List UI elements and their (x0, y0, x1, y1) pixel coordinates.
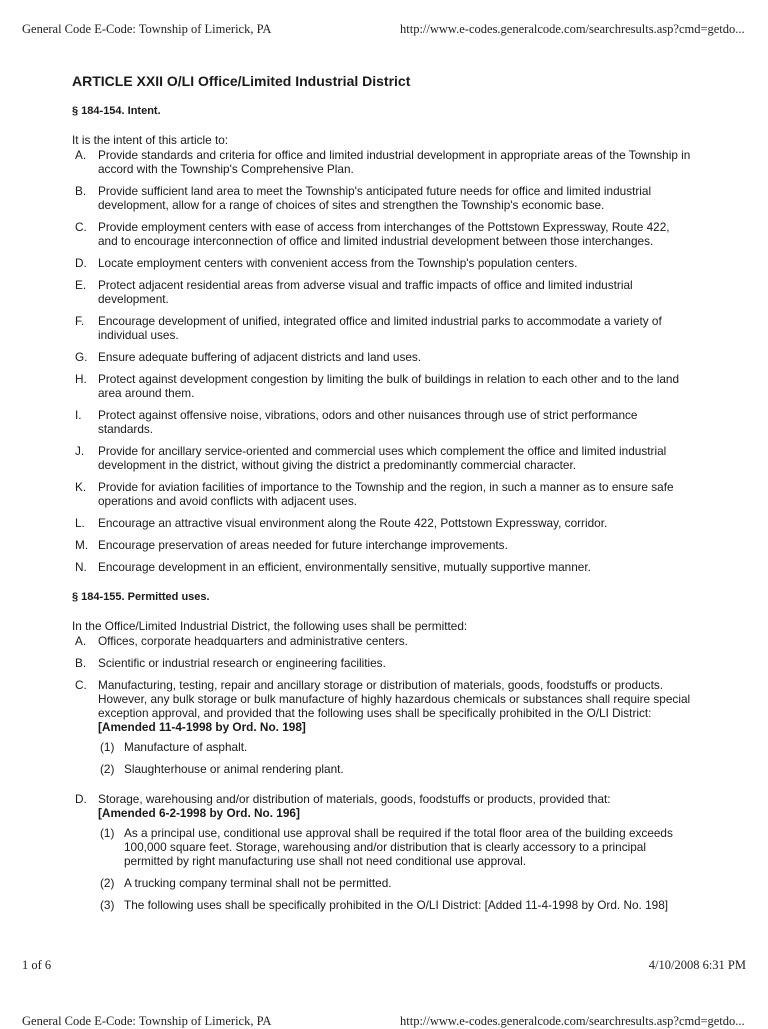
list-item (72, 372, 692, 400)
list-item-text: Ensure adequate buffering of adjacent districts and land uses. (98, 350, 422, 364)
list-item-label: H. (75, 372, 87, 386)
header-site-title: General Code E-Code: Township of Limerick, PA (22, 1014, 272, 1028)
sublist-item-text: As a principal use, conditional use approval shall be required if the total floor area of the building exceeds 100,000 square feet. Storage, warehousing and/or distribution that is clearly accessory to a principal permitted by right manufacturing use shall not need conditional use approval. (124, 826, 673, 868)
list-item (72, 538, 692, 552)
list-item-label: D. (75, 792, 87, 806)
header-site-title: General Code E-Code: Township of Limerick, PA (22, 22, 272, 36)
list-item-label: L. (75, 516, 85, 530)
list-item (72, 148, 692, 176)
page-number: 1 of 6 (22, 958, 52, 972)
permitted-uses-list (72, 634, 692, 920)
intent-list (72, 148, 692, 574)
list-item (72, 444, 692, 472)
list-item (72, 634, 692, 648)
sublist-item (98, 898, 692, 912)
header-url: http://www.e-codes.generalcode.com/searchresults.asp?cmd=getdo... (400, 1014, 745, 1028)
list-item-label: B. (75, 656, 87, 670)
list-item-text: Provide sufficient land area to meet the Township's anticipated future needs for office and limited industrial development, allow for a range of choices of sites and strengthen the Township's economic base. (98, 184, 652, 212)
list-item-text: Manufacturing, testing, repair and ancillary storage or distribution of materials, goods, foodstuffs or products. However, any bulk storage or bulk manufacture of highly hazardous chemicals or substances shall require special exception approval, and provided that the following uses shall be specifically prohibited in the O/LI District: (98, 678, 691, 720)
list-item (72, 256, 692, 270)
list-item-label: I. (75, 408, 82, 422)
section-intro-intent: It is the intent of this article to: (72, 133, 229, 147)
list-item (72, 278, 692, 306)
document-body (72, 72, 692, 924)
list-item (72, 560, 692, 574)
list-item-text: Offices, corporate headquarters and administrative centers. (98, 634, 408, 648)
sublist-item-label: (2) (100, 876, 115, 890)
list-item-label: D. (75, 256, 87, 270)
sublist-item (98, 826, 692, 868)
list-item (72, 516, 692, 530)
list-item (72, 314, 692, 342)
list-item-text: Provide standards and criteria for office and limited industrial development in appropriate areas of the Township in accord with the Township's Comprehensive Plan. (98, 148, 691, 176)
section-intro-permitted-uses: In the Office/Limited Industrial District, the following uses shall be permitted: (72, 619, 468, 633)
list-item-text: Protect against development congestion by limiting the bulk of buildings in relation to each other and to the land area around them. (98, 372, 680, 400)
list-item (72, 656, 692, 670)
sublist (98, 740, 692, 776)
list-item-text: Encourage development of unified, integrated office and limited industrial parks to accommodate a variety of individual uses. (98, 314, 662, 342)
list-item-label: K. (75, 480, 87, 494)
list-item-text: Encourage preservation of areas needed for future interchange improvements. (98, 538, 508, 552)
list-item (72, 350, 692, 364)
list-item (72, 184, 692, 212)
sublist-item (98, 876, 692, 890)
list-item-label: C. (75, 220, 87, 234)
list-item-label: B. (75, 184, 87, 198)
list-item-label: E. (75, 278, 87, 292)
list-item (72, 220, 692, 248)
amendment-note: [Amended 11-4-1998 by Ord. No. 198] (98, 720, 306, 734)
list-item-label: J. (75, 444, 85, 458)
sublist-item-text: A trucking company terminal shall not be permitted. (124, 876, 392, 890)
list-item-text: Provide for aviation facilities of importance to the Township and the region, in such a manner as to ensure safe operations and avoid conflicts with adjacent uses. (98, 480, 674, 508)
list-item (72, 678, 692, 784)
list-item-label: C. (75, 678, 87, 692)
print-datetime: 4/10/2008 6:31 PM (648, 958, 746, 972)
list-item-text: Encourage development in an efficient, environmentally sensitive, mutually supportive manner. (98, 560, 591, 574)
sublist-item-label: (2) (100, 762, 115, 776)
list-item-text: Provide employment centers with ease of access from interchanges of the Pottstown Expressway, Route 422, and to encourage interconnection of office and limited industrial development between those interchanges. (98, 220, 670, 248)
list-item-label: F. (75, 314, 85, 328)
list-item (72, 792, 692, 920)
list-item-text: Locate employment centers with convenient access from the Township's population centers. (98, 256, 578, 270)
section-heading-permitted-uses: § 184-155. Permitted uses. (72, 591, 210, 603)
sublist-item-text: Slaughterhouse or animal rendering plant. (124, 762, 344, 776)
sublist (98, 826, 692, 912)
sublist-item-label: (3) (100, 898, 115, 912)
list-item-label: N. (75, 560, 87, 574)
list-item-label: G. (75, 350, 88, 364)
list-item-text: Storage, warehousing and/or distribution of materials, goods, foodstuffs or products, provided that: (98, 792, 611, 806)
list-item (72, 480, 692, 508)
sublist-item-text: The following uses shall be specifically prohibited in the O/LI District: [Added 11-4-1998 by Ord. No. 198] (124, 898, 669, 912)
list-item-text: Scientific or industrial research or engineering facilities. (98, 656, 386, 670)
list-item-text: Provide for ancillary service-oriented and commercial uses which complement the office and limited industrial development in the district, without giving the district a predominantly commercial character. (98, 444, 667, 472)
sublist-item (98, 740, 692, 754)
header-url: http://www.e-codes.generalcode.com/searchresults.asp?cmd=getdo... (400, 22, 745, 36)
sublist-item-label: (1) (100, 826, 115, 840)
list-item-text: Protect against offensive noise, vibrations, odors and other nuisances through use of strict performance standards. (98, 408, 638, 436)
amendment-note: [Amended 6-2-1998 by Ord. No. 196] (98, 806, 300, 820)
article-title: ARTICLE XXII O/LI Office/Limited Industrial District (72, 73, 411, 89)
list-item-text: Protect adjacent residential areas from adverse visual and traffic impacts of office and limited industrial development. (98, 278, 633, 306)
sublist-item (98, 762, 692, 776)
list-item-label: M. (75, 538, 89, 552)
list-item-label: A. (75, 634, 87, 648)
list-item-label: A. (75, 148, 87, 162)
sublist-item-text: Manufacture of asphalt. (124, 740, 248, 754)
section-heading-intent: § 184-154. Intent. (72, 105, 161, 117)
sublist-item-label: (1) (100, 740, 115, 754)
list-item-text: Encourage an attractive visual environment along the Route 422, Pottstown Expressway, corridor. (98, 516, 608, 530)
list-item (72, 408, 692, 436)
